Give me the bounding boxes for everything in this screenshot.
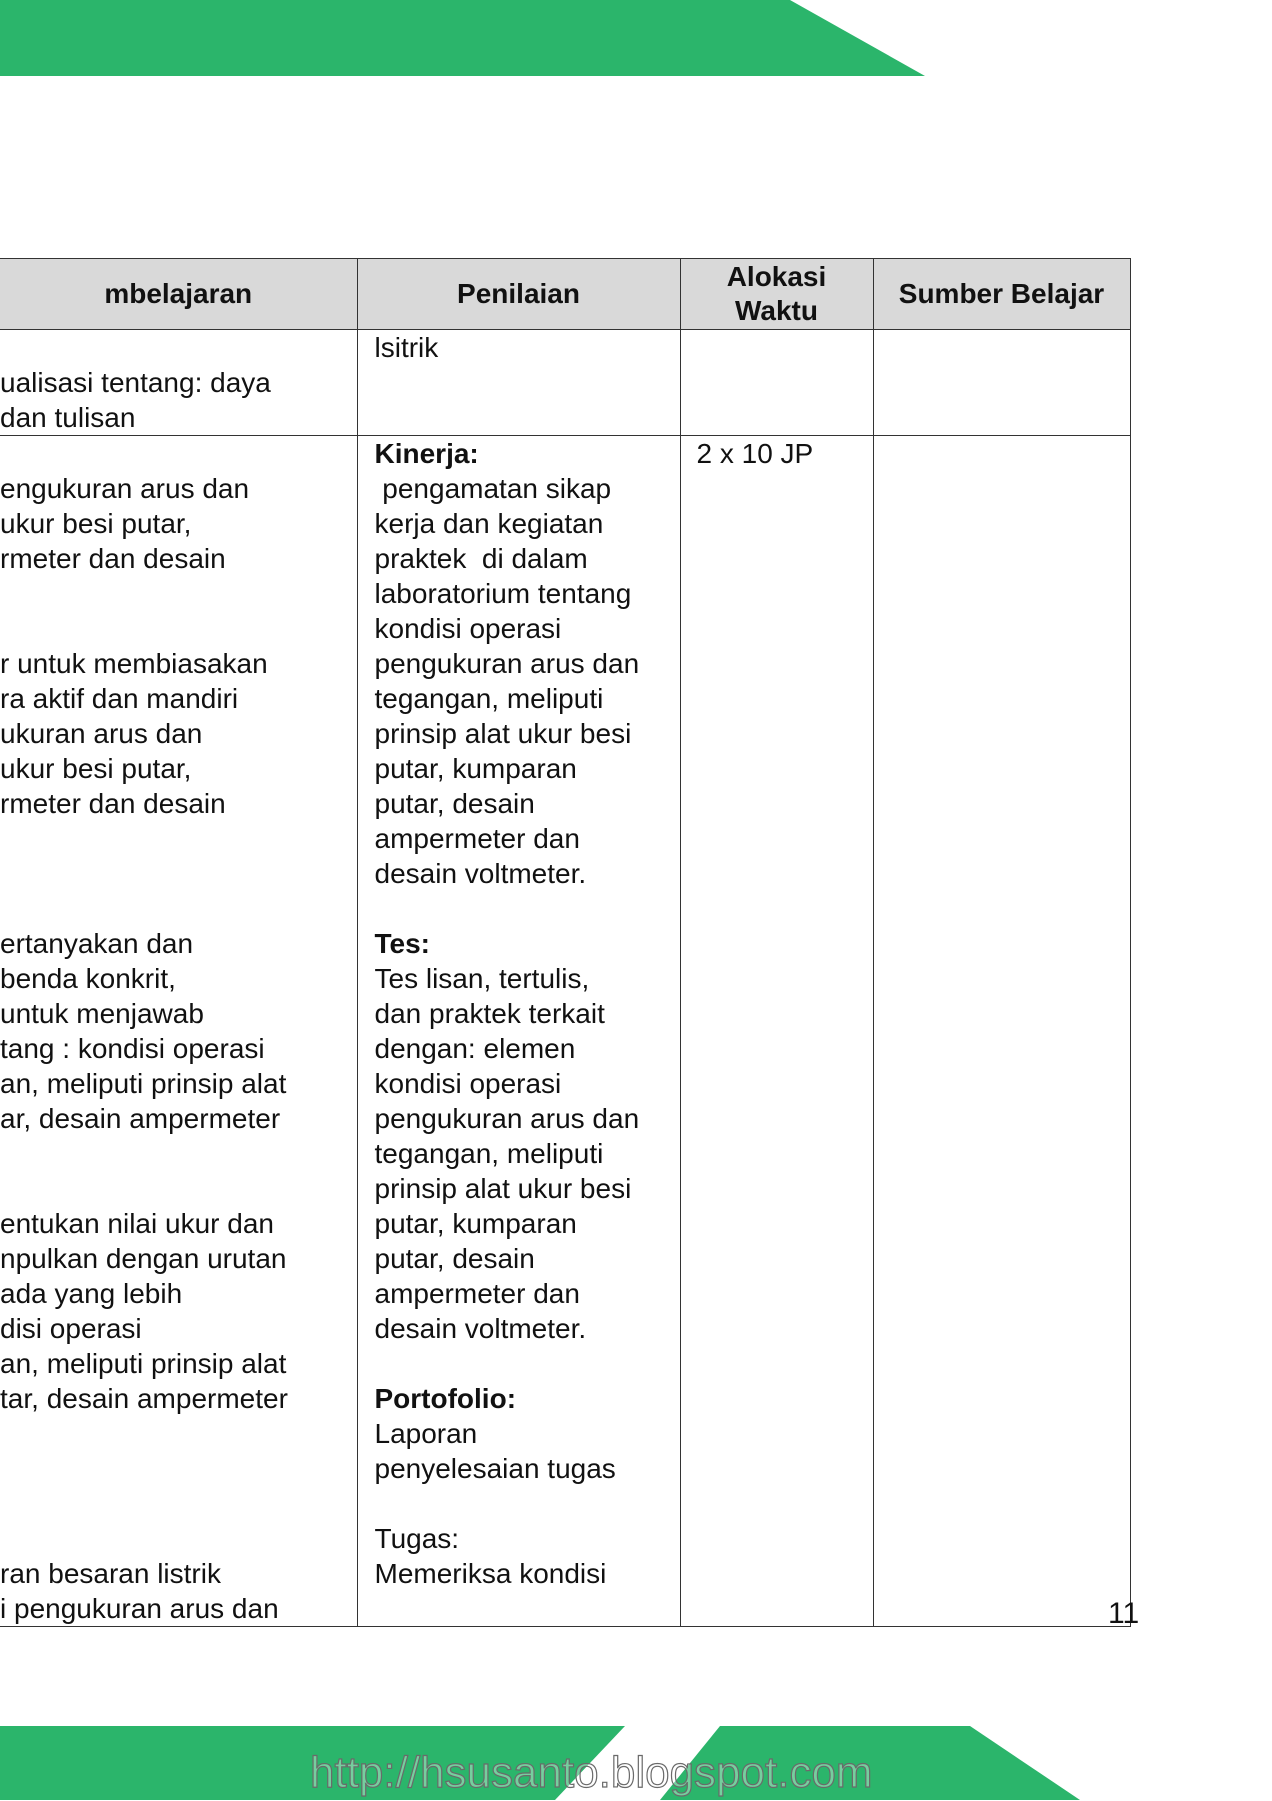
header-band — [0, 0, 925, 76]
assessment-line: tegangan, meliputi — [374, 683, 604, 714]
activity-line — [0, 856, 357, 891]
assessment-line: kerja dan kegiatan — [374, 508, 604, 539]
tes-heading: Tes: — [374, 928, 430, 959]
activity-line — [0, 611, 357, 646]
assessment-line: putar, kumparan — [374, 753, 577, 784]
page-number: 11 — [1108, 1597, 1140, 1630]
assessment-line: putar, desain — [374, 788, 535, 819]
activity-line: tang : kondisi operasi — [0, 1033, 265, 1064]
assessment-line: desain voltmeter. — [374, 1313, 587, 1344]
assessment-line: putar, kumparan — [374, 1208, 577, 1239]
activity-line: ualisasi tentang: daya — [0, 367, 271, 398]
activity-line — [0, 436, 357, 471]
time-allocation: 2 x 10 JP — [696, 438, 814, 469]
activity-line: dan tulisan — [0, 402, 136, 433]
activity-line: ra aktif dan mandiri — [0, 683, 239, 714]
assessment-line: dengan: elemen — [374, 1033, 576, 1064]
spacer — [375, 1486, 672, 1521]
activity-line: untuk menjawab — [0, 998, 204, 1029]
footer-url-watermark: http://hsusanto.blogspot.com — [310, 1748, 873, 1797]
activity-line: ran besaran listrik — [0, 1558, 221, 1589]
activity-line — [0, 1171, 357, 1206]
assessment-line: Memeriksa kondisi — [374, 1558, 607, 1589]
header-source: Sumber Belajar — [873, 259, 1130, 330]
activity-cell — [0, 436, 357, 1627]
activity-line: ar, desain ampermeter — [0, 1103, 281, 1134]
table-row — [0, 436, 1130, 1627]
spacer — [375, 1346, 672, 1381]
assessment-line: kondisi operasi — [374, 613, 562, 644]
activity-line: ukur besi putar, — [0, 753, 192, 784]
assessment-line: pengukuran arus dan — [374, 1103, 640, 1134]
assessment-line: Laporan — [374, 1418, 478, 1449]
activity-line: ukuran arus dan — [0, 718, 203, 749]
lesson-plan-table — [0, 258, 1131, 1627]
header-time: Alokasi Waktu — [680, 259, 873, 330]
activity-line: r untuk membiasakan — [0, 648, 268, 679]
activity-line: engukuran arus dan — [0, 473, 250, 504]
activity-line: benda konkrit, — [0, 963, 176, 994]
source-cell — [873, 436, 1130, 1627]
assessment-line: ampermeter dan — [374, 823, 580, 854]
activity-line — [0, 1136, 357, 1171]
header-assessment: Penilaian — [357, 259, 680, 330]
activity-line: tar, desain ampermeter — [0, 1383, 288, 1414]
assessment-line: Tes lisan, tertulis, — [374, 963, 590, 994]
tugas-heading: Tugas: — [374, 1523, 460, 1554]
kinerja-heading: Kinerja: — [374, 438, 479, 469]
assessment-line: prinsip alat ukur besi — [374, 1173, 632, 1204]
activity-line: ukur besi putar, — [0, 508, 192, 539]
activity-line — [0, 1486, 357, 1521]
activity-line: an, meliputi prinsip alat — [0, 1068, 287, 1099]
activity-line — [0, 330, 357, 365]
assessment-line: dan praktek terkait — [374, 998, 605, 1029]
header-activity: mbelajaran — [0, 259, 357, 330]
assessment-cell — [357, 330, 680, 436]
activity-line: rmeter dan desain — [0, 543, 226, 574]
assessment-line: pengukuran arus dan — [374, 648, 640, 679]
source-cell — [873, 330, 1130, 436]
assessment-line: pengamatan sikap — [374, 473, 612, 504]
assessment-cell — [357, 436, 680, 1627]
assessment-line: ampermeter dan — [374, 1278, 580, 1309]
activity-line: an, meliputi prinsip alat — [0, 1348, 287, 1379]
activity-line — [0, 576, 357, 611]
activity-line — [0, 1451, 357, 1486]
activity-line: npulkan dengan urutan — [0, 1243, 287, 1274]
assessment-line: lsitrik — [374, 332, 439, 363]
activity-line: ada yang lebih — [0, 1278, 183, 1309]
activity-line — [0, 1416, 357, 1451]
assessment-line: kondisi operasi — [374, 1068, 562, 1099]
table-header-row — [0, 259, 1130, 330]
assessment-line: prinsip alat ukur besi — [374, 718, 632, 749]
assessment-line: putar, desain — [374, 1243, 535, 1274]
activity-line: ertanyakan dan — [0, 928, 194, 959]
activity-line: disi operasi — [0, 1313, 142, 1344]
assessment-line: desain voltmeter. — [374, 858, 587, 889]
spacer — [375, 891, 672, 926]
assessment-line: laboratorium tentang — [374, 578, 632, 609]
time-cell — [680, 436, 873, 1627]
time-cell — [680, 330, 873, 436]
activity-line: rmeter dan desain — [0, 788, 226, 819]
assessment-line: tegangan, meliputi — [374, 1138, 604, 1169]
assessment-line: praktek di dalam — [374, 543, 588, 574]
portofolio-heading: Portofolio: — [374, 1383, 517, 1414]
activity-line: i pengukuran arus dan — [0, 1593, 279, 1624]
activity-cell — [0, 330, 357, 436]
table-row — [0, 330, 1130, 436]
activity-line: entukan nilai ukur dan — [0, 1208, 274, 1239]
activity-line — [0, 891, 357, 926]
activity-line — [0, 821, 357, 856]
assessment-line: penyelesaian tugas — [374, 1453, 616, 1484]
activity-line — [0, 1521, 357, 1556]
